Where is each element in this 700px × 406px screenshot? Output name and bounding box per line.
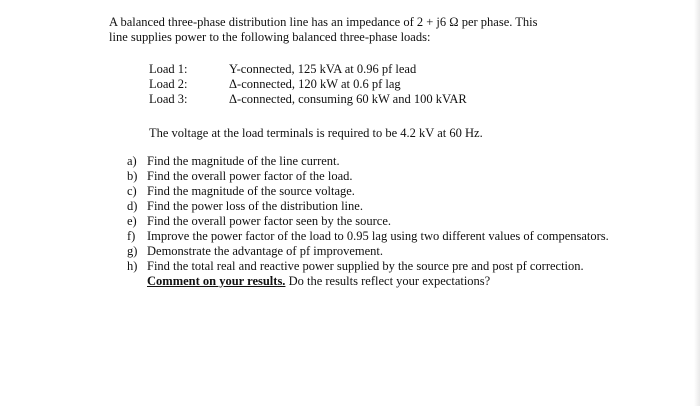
question-item <box>127 244 627 259</box>
problem-statement <box>109 15 669 45</box>
question-text-after: Do the results reflect your expectations? <box>288 274 491 288</box>
question-item <box>127 229 627 244</box>
question-letter: a) <box>127 154 137 168</box>
question-text: Demonstrate the advantage of pf improvement. <box>147 244 384 258</box>
load-label: Load 3: <box>149 92 188 106</box>
question-text-before: Find the total real and reactive power supplied by the source pre and post pf correction. <box>147 259 584 273</box>
question-letter: h) <box>127 259 138 273</box>
page-edge-shadow <box>694 0 700 406</box>
question-item <box>127 154 627 169</box>
question-item <box>127 199 627 214</box>
comment-emphasis: Comment on your results. <box>147 274 286 288</box>
question-text: Find the magnitude of the source voltage. <box>147 184 355 198</box>
question-letter: g) <box>127 244 138 258</box>
question-letter: c) <box>127 184 137 198</box>
question-letter: e) <box>127 214 137 228</box>
question-item <box>127 259 627 289</box>
load-label: Load 2: <box>149 77 188 91</box>
load-description: Δ-connected, 120 kW at 0.6 pf lag <box>229 77 401 91</box>
intro-line-1: A balanced three-phase distribution line has an impedance of 2 + j6 Ω per phase. This <box>109 15 538 29</box>
question-item <box>127 214 627 229</box>
question-letter: d) <box>127 199 138 213</box>
question-text: Find the power loss of the distribution line. <box>147 199 363 213</box>
load-description: Y-connected, 125 kVA at 0.96 pf lead <box>229 62 417 76</box>
load-row <box>149 77 467 92</box>
question-text: Find the magnitude of the line current. <box>147 154 340 168</box>
question-item <box>127 184 627 199</box>
question-text: Improve the power factor of the load to 0.95 lag using two different values of compensators. <box>147 229 609 243</box>
load-list <box>149 62 467 107</box>
load-row <box>149 62 467 77</box>
question-text: Find the overall power factor of the load. <box>147 169 353 183</box>
question-item <box>127 169 627 184</box>
question-letter: f) <box>127 229 136 243</box>
question-list <box>127 154 627 289</box>
question-letter: b) <box>127 169 138 183</box>
voltage-requirement: The voltage at the load terminals is required to be 4.2 kV at 60 Hz. <box>149 126 483 140</box>
intro-line-2: line supplies power to the following balanced three-phase loads: <box>109 30 431 44</box>
load-description: Δ-connected, consuming 60 kW and 100 kVAR <box>229 92 467 106</box>
load-row <box>149 92 467 107</box>
load-label: Load 1: <box>149 62 188 76</box>
question-text: Find the overall power factor seen by the source. <box>147 214 392 228</box>
question-text <box>147 259 627 289</box>
